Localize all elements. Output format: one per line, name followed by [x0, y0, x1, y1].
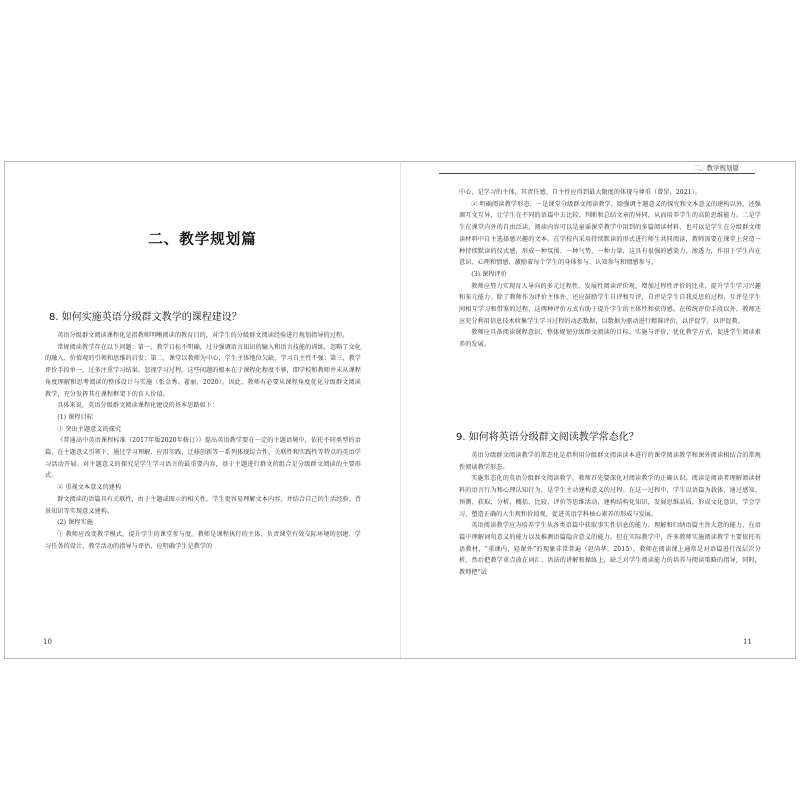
paragraph: 教师应具备阅读课程意识，整体规划分级群文阅读的目标、实施与评价，优化教学方式，促进学生阅读素养的发展。 — [459, 329, 761, 349]
subheading: ② 重视文本意义的建构 — [57, 484, 122, 492]
running-header: 二、教学规划篇 — [693, 164, 739, 172]
paragraph: 英语分级群文阅读教学的常态化是指利用分级群文阅读读本进行的课堂阅读教学和课外阅读相结合的常规性阅读教学形态。 — [459, 452, 761, 471]
part-title: 二、教学规划篇 — [148, 231, 257, 248]
paragraph: 常规阅读教学存在以下问题：第一，教学目标不明确，过分强调语言知识的输入和语言技能的训练，忽略了文化的融入、价值观的引领和思维的启发；第二，课堂以教师为中心，学生主体地位欠缺，学习自主性不强；第三，教学评价手段单一，过多注重学习结果，忽视学习过程。这些问题的根本在于课程化程度不够，即学校和教师并未从课程角度理解和思考阅读的整体设计与实施（张金秀、翟丽，2020）。因此，教师有必要从课程角度优化分级群文阅读教学，充分发挥其在课程框架下的育人价值。 — [45, 343, 361, 398]
subheading: (1) 课程目标 — [57, 413, 93, 421]
paragraph: 群文阅读的语篇具有关联性，由于主题或图示的相关性，学生更容易理解文本内容，并结合自己的生活经验、背景知识等实现意义建构。 — [45, 495, 361, 515]
paragraph: 英语分级群文阅读课程化是指教师明晰阅读的教育目的，对学生的分级群文阅读经验进行规划指导的过程。 — [57, 332, 349, 339]
subheading: (2) 课程实施 — [57, 519, 93, 527]
right-page-body-bottom — [459, 450, 761, 579]
paragraph: 具体来说，英语分级群文阅读课程化建设的基本思路如下： — [57, 402, 219, 410]
right-page-body-top — [459, 187, 761, 351]
paragraph: 中心，是学习的主体，其责任感、自主性应得到最大限度的体现与尊重（曾罡，2021）。 — [459, 189, 702, 196]
question-8-heading: 8. 如何实施英语分级群文教学的课程建设？ — [49, 312, 242, 323]
question-9-heading: 9. 如何将英语分级群文阅读教学常态化？ — [456, 432, 639, 443]
paragraph: ① 教师应改变教学模式，提升学生的课堂参与度。教师是课程执行的主体，负责课堂有效交际环境的创建、学习任务的设计、教学活动的指导与评估，应明确学生是教学的 — [45, 530, 361, 550]
left-page-body — [45, 330, 361, 552]
page-number-left: 10 — [43, 638, 52, 646]
page-number-right: 11 — [743, 638, 752, 646]
subheading: ① 突出主题意义的探究 — [57, 425, 122, 433]
left-page — [5, 162, 400, 658]
paragraph: 教师应努力实现育人导向的多元过程性、发展性阅读评价观，增加过程性评价的比重，提升学生学习兴趣和多元能力。除了教师作为评价主体外，还应鼓励学生自评和互评，自评是学生自我反思的过程，互评是学生间相互学习和借鉴的过程，这两种评价方式有助于提升学生的主体性和获得感。在传统评价手段以外，教师还应充分利用信息技术收集学生学习过程的动态数据，以数据为驱动进行精准评价，以评促学，以评促教。 — [459, 282, 761, 325]
paragraph: 英语阅读教学应为培养学生从各类语篇中获取事实性信息的能力、理解和归纳语篇主旨大意的能力、在语篇中理解词句意义的能力以及推测语篇隐含意义的能力。但在实际教学中，许多教师实施阅读教学主要依托英语教材，“重课内，轻课外”的现象非常普遍（赵尚华，2015）。教师在阅读课上通常是对语篇进行浅层次分析，然后把教学重点放在词汇、语法的讲解和操练上，缺乏对学生阅读能力的培养与阅读策略的指导，同时，教师把“试 — [459, 522, 761, 577]
subheading: (3) 课程评价 — [471, 270, 507, 278]
right-page — [401, 162, 795, 658]
paragraph: ② 明确阅读教学形态。一是课堂分级群文阅读教学，除强调主题意义的探究和文本意义的建构以外，还强调互文互异，让学生在不同的语篇中去比较、判断和总结文章的异同，从而培养学生的高阶思维能力。二是学生在课堂内外的自由泛读，阅读内容可以是童谣课堂教学中用到的多篇阅读材料，也可以是学生在分级群文阅读材料中自主选择感兴趣的文本。在学校内采用持续默读的形式进行师生共同阅读，教师需要在课堂上营造一种持续默读的仪式感，形成一种氛围、一种气势、一种力量，这具有很强的感染力、渗透力，作用于学生内在意识、心理和情感，激励着每个学生的身体参与、认知参与和情感参与。 — [459, 200, 761, 267]
paragraph: 实施常态化的英语分级群文阅读教学，教师首先要深化对阅读教学的正确认识。阅读是阅读者理解阅读材料的语言行为和心理认知行为，是学生主动建构意义的过程。在这一过程中，学生以语篇为载体，通过感知、预测、获取、分析、概括、比较、评价等思维活动，建构结构化知识，发展思维品质，形成文化意识，学会学习，塑造正确的人生观和价值观，促进英语学科核心素养的形成与发展。 — [459, 475, 761, 518]
open-book-spread — [4, 161, 796, 659]
header-rule — [439, 173, 755, 174]
paragraph: 《普通高中英语课程标准（2017年版2020年修订）》提出英语教学要在一定的主题语境中，依托不同类型的语篇，在主题意义引领下，通过学习理解、应用实践、迁移创新等一系列体现综合性、关联性和实践性等特点的英语学习活动开展。对主题意义的探究是学生学习语言的最重要内容，基于主题进行群文的组合是分级群文阅读的主要形式。 — [45, 437, 361, 480]
